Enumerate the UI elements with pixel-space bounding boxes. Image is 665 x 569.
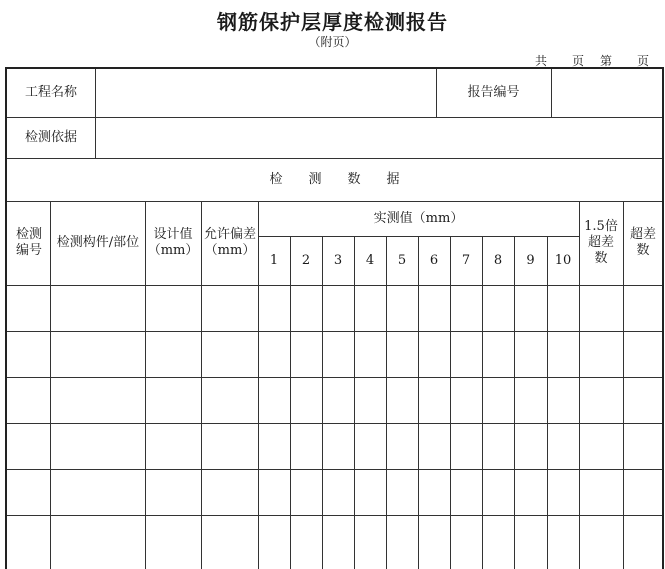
report-no-label: 报告编号 [467, 85, 520, 100]
page-total-label: 共 [535, 54, 548, 68]
measure-index: 4 [365, 252, 375, 268]
page-nth-label: 第 [600, 54, 613, 68]
project-name-field[interactable] [95, 69, 436, 117]
page-unit-label-2: 页 [637, 54, 650, 68]
report-title: 钢筋保护层厚度检测报告 [217, 10, 448, 34]
col-header-times: 1.5倍超差数 [584, 219, 618, 266]
col-header-test-no: 检测编号 [15, 227, 42, 258]
col-header-design: 设计值（mm） [147, 227, 199, 258]
col-header-tolerance: 允许偏差（mm） [204, 227, 257, 258]
col-header-measured: 实测值（mm） [373, 210, 464, 226]
report-no-field[interactable] [551, 69, 662, 117]
measure-index: 1 [269, 252, 279, 268]
data-row[interactable] [7, 377, 662, 423]
measure-index: 8 [493, 252, 503, 268]
measure-index: 6 [429, 252, 439, 268]
measure-index: 9 [526, 252, 535, 268]
data-row[interactable] [7, 515, 662, 565]
data-row[interactable] [7, 331, 662, 377]
report-subtitle: （附页） [308, 35, 357, 49]
page-unit-label: 页 [572, 54, 585, 68]
measure-index: 2 [301, 252, 311, 268]
data-row[interactable] [7, 423, 662, 469]
col-header-exceed: 超差数 [629, 227, 656, 258]
section-title: 检 测 数 据 [269, 171, 400, 187]
col-header-member: 检测构件/部位 [56, 235, 140, 250]
measure-index: 10 [554, 252, 572, 268]
data-row[interactable] [7, 285, 662, 331]
project-name-label: 工程名称 [24, 85, 77, 100]
basis-field[interactable] [95, 117, 662, 158]
report-table [5, 67, 664, 569]
measure-index: 5 [397, 252, 407, 268]
basis-label: 检测依据 [24, 129, 77, 145]
measure-index: 7 [461, 252, 471, 268]
data-row[interactable] [7, 469, 662, 515]
measure-index: 3 [333, 252, 343, 268]
